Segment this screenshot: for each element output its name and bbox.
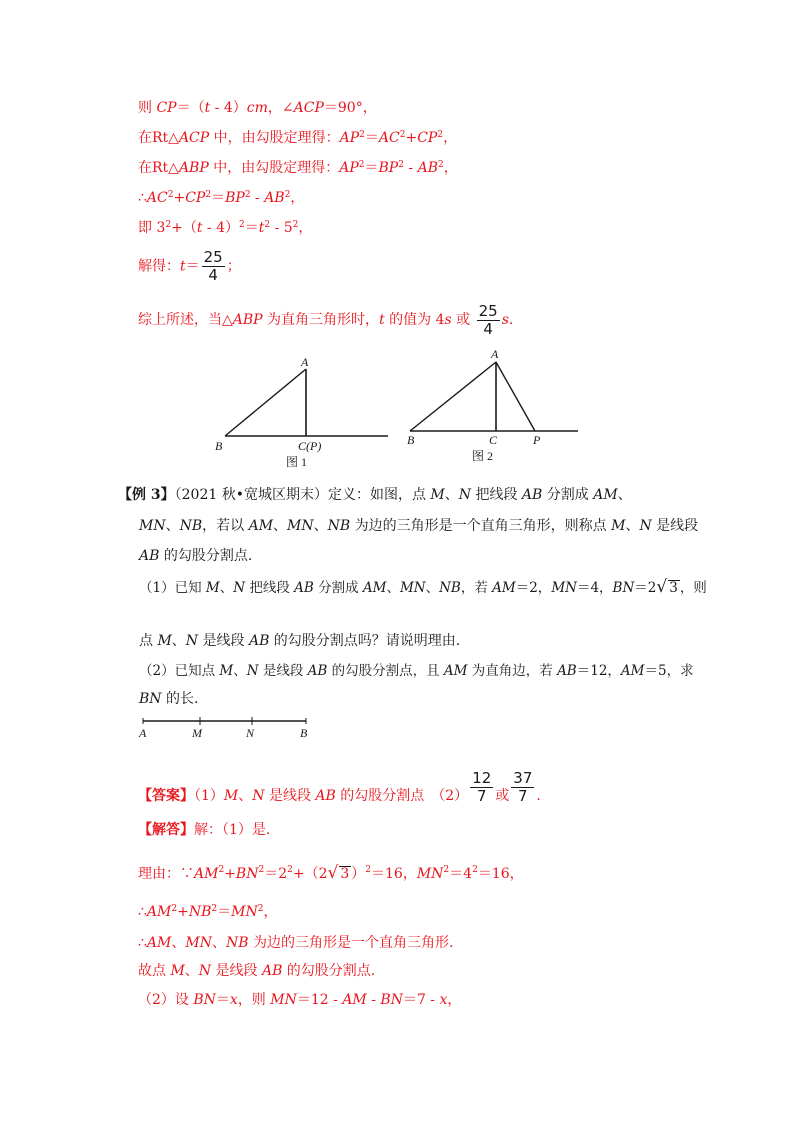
text: 的勾股分割点，且: [327, 663, 444, 679]
text: +（2: [292, 866, 328, 882]
exponent: 2: [358, 160, 365, 170]
text: 、: [617, 487, 632, 503]
text: （2）已知点: [139, 663, 220, 679]
denominator: 7: [518, 787, 528, 805]
var: AC: [378, 130, 400, 146]
var: t: [204, 100, 211, 116]
var: AM: [146, 904, 172, 920]
fraction: [470, 770, 493, 805]
text: （2021 秋•宽城区期末）定义：如图，点: [174, 487, 431, 503]
radical-sign: √: [327, 863, 339, 883]
var: N: [639, 518, 652, 534]
text: ＝90°，: [323, 100, 377, 116]
var: NB: [188, 904, 212, 920]
var: AB: [264, 190, 285, 206]
text: .: [536, 788, 541, 804]
numerator: 25: [203, 248, 223, 266]
text: 在Rt△: [138, 160, 179, 176]
label-cp: C(P): [298, 439, 322, 453]
var: CP: [185, 190, 206, 206]
var: t: [379, 312, 385, 328]
figure-caption: 图 1: [286, 455, 308, 469]
var: BP: [225, 190, 245, 206]
var: AB: [248, 633, 270, 649]
exponent: 2: [211, 904, 218, 914]
text: 的值为 4: [384, 312, 445, 328]
var: AM: [593, 487, 618, 503]
exponent: 2: [287, 865, 293, 875]
var: N: [198, 963, 212, 979]
var: M: [170, 963, 185, 979]
text: 为直角边，若: [467, 663, 558, 679]
var: N: [246, 663, 259, 679]
label-p: P: [533, 433, 541, 447]
text: ∴: [138, 190, 147, 206]
text: 中，由勾股定理得：: [208, 160, 340, 176]
var: BN: [235, 866, 259, 882]
var: M: [219, 663, 234, 679]
exponent: 2: [264, 220, 271, 230]
var: AB: [294, 580, 314, 596]
exponent: 2: [398, 160, 404, 170]
text: 为直角三角形时，: [262, 312, 380, 328]
unit: cm: [246, 100, 268, 116]
question-2: [139, 662, 694, 680]
text: 、: [444, 487, 459, 503]
exponent: 2: [258, 865, 265, 875]
text: ＝2: [634, 580, 657, 596]
analysis-tag: 【解答】: [138, 822, 194, 838]
text: ＝12，: [576, 663, 621, 679]
text: ＝: [244, 220, 259, 236]
exponent: 2: [365, 865, 371, 875]
unit: s: [444, 312, 452, 328]
var: NB: [327, 518, 351, 534]
var: AM: [146, 935, 172, 951]
var: ACP: [293, 100, 324, 116]
text: 为边的三角形是一个直角三角形.: [248, 935, 454, 951]
text: 分割成: [313, 580, 363, 596]
example-tag: 【例 3】: [118, 487, 175, 503]
var: AM: [620, 663, 645, 679]
solution-line-5: [138, 219, 312, 237]
var: x: [439, 992, 448, 1008]
radicand: 3: [340, 866, 350, 882]
text: 、: [625, 518, 640, 534]
text: .: [508, 312, 514, 328]
label-b: B: [215, 439, 223, 453]
var: AM: [342, 992, 367, 1008]
var: M: [205, 580, 220, 596]
analysis-line-6: [138, 991, 461, 1009]
label-b: B: [407, 433, 415, 447]
text: 为边的三角形是一个直角三角形，则称点: [350, 518, 612, 534]
text: ＝16，: [371, 866, 417, 882]
exponent: 2: [165, 220, 172, 230]
text: -: [403, 160, 418, 176]
text: 、: [386, 580, 400, 596]
var: AB: [139, 548, 160, 564]
text: ，: [290, 190, 305, 206]
text: ∴: [138, 904, 147, 920]
var: AB: [417, 160, 438, 176]
solution-line-4: [138, 189, 304, 207]
var: N: [458, 487, 472, 503]
exponent: 2: [399, 130, 406, 140]
text: ，若以: [202, 518, 249, 534]
var: CP: [156, 100, 177, 116]
text: ，: [443, 160, 458, 176]
fraction: [511, 770, 534, 805]
text: 的勾股分割点 （2）: [335, 788, 469, 804]
answer-tag: 【答案】: [138, 788, 194, 804]
var: MN: [287, 518, 314, 534]
var: ACP: [178, 130, 210, 146]
example-line-2: [139, 517, 698, 535]
exponent: 2: [244, 190, 251, 200]
text: 的勾股分割点.: [282, 963, 376, 979]
text: （2）设: [138, 992, 194, 1008]
text: ＝4，: [576, 580, 613, 596]
text: 、: [233, 663, 247, 679]
var: N: [233, 580, 246, 596]
var: AB: [307, 663, 328, 679]
text: ，则: [237, 992, 271, 1008]
text: 或: [495, 788, 510, 804]
text: - 4）: [202, 220, 240, 236]
numerator: 12: [472, 769, 492, 787]
exponent: 2: [284, 190, 291, 200]
text: ∴: [138, 935, 147, 951]
var: MN: [231, 904, 258, 920]
fraction: [202, 249, 225, 284]
exponent: 2: [257, 904, 264, 914]
numerator: 37: [513, 769, 533, 787]
text: 或: [451, 312, 475, 328]
fraction: [477, 303, 500, 338]
denominator: 4: [483, 319, 493, 338]
radicand: 3: [669, 580, 678, 596]
var: BN: [193, 992, 216, 1008]
text: ）: [351, 866, 366, 882]
text: ，: [298, 220, 313, 236]
var: M: [157, 633, 172, 649]
var: AM: [362, 580, 387, 596]
text: 则: [138, 100, 157, 116]
var: t: [196, 220, 203, 236]
example-line-1: [118, 486, 632, 504]
var: AP: [339, 160, 359, 176]
text: +: [405, 130, 418, 146]
exponent: 2: [359, 130, 365, 140]
text: 故点: [138, 963, 171, 979]
text: 把线段: [471, 487, 522, 503]
text: ＝: [215, 992, 230, 1008]
var: BP: [378, 160, 399, 176]
radical-sign: √: [656, 577, 668, 597]
text: ，: [263, 904, 278, 920]
text: ＝: [185, 258, 200, 275]
question-1: [139, 578, 707, 597]
text: ＝2: [264, 866, 288, 882]
var: BN: [612, 580, 635, 596]
numerator: 25: [478, 301, 498, 320]
text: 中，由勾股定理得：: [209, 130, 340, 146]
text: 点: [139, 633, 158, 649]
var: NB: [179, 518, 203, 534]
text: ，∠: [267, 100, 294, 116]
var: AM: [194, 866, 219, 882]
answer-line: [138, 768, 541, 824]
text: ，: [443, 130, 458, 146]
text: +: [224, 866, 236, 882]
exponent: 2: [171, 904, 178, 914]
var: CP: [417, 130, 438, 146]
text: +: [173, 190, 186, 206]
var: AB: [521, 487, 543, 503]
text: ＝5，求: [644, 663, 694, 679]
analysis-line-4: [138, 934, 453, 952]
label-a: A: [301, 355, 309, 369]
var: AP: [339, 130, 360, 146]
text: +: [177, 904, 189, 920]
text: 、: [171, 633, 186, 649]
var: M: [430, 487, 445, 503]
text: ＝16，: [477, 866, 524, 882]
text: 的勾股分割点吗？请说明理由.: [269, 633, 461, 649]
var: N: [252, 788, 265, 804]
analysis-line-3: [138, 903, 277, 921]
text: 解得：: [138, 258, 180, 275]
var: N: [185, 633, 199, 649]
text: 即 3: [138, 220, 166, 236]
var: AB: [315, 788, 336, 804]
var: NB: [225, 935, 249, 951]
text: ＝: [364, 160, 379, 176]
var: AM: [443, 663, 468, 679]
text: +（: [171, 220, 197, 236]
text: ；: [226, 258, 241, 275]
label-a: A: [491, 347, 499, 361]
solution-line-2: [138, 129, 457, 147]
text: 理由：∵: [138, 866, 194, 882]
solution-line-6: [138, 249, 241, 284]
var: AM: [492, 580, 516, 596]
text: 、: [219, 580, 234, 596]
text: ，则: [679, 580, 707, 596]
text: 、: [238, 788, 253, 804]
side-ab: [225, 369, 306, 436]
figure-2: [400, 346, 585, 466]
denominator: 7: [476, 787, 487, 805]
text: 的勾股分割点.: [159, 548, 253, 564]
var: MN: [185, 935, 212, 951]
exponent: 2: [443, 865, 450, 875]
text: （1）: [194, 788, 224, 804]
var: M: [611, 518, 626, 534]
text: -: [366, 992, 381, 1008]
solution-conclusion: [138, 302, 513, 338]
var: AM: [248, 518, 274, 534]
text: 是线段: [264, 788, 316, 804]
label-n: N: [246, 726, 255, 740]
unit: s: [501, 312, 509, 328]
var: BN: [139, 691, 162, 707]
var: AC: [146, 190, 168, 206]
text: ＝12 -: [296, 992, 343, 1008]
text: 在Rt△: [138, 130, 179, 146]
text: ，若: [460, 580, 493, 596]
question-1-continued: [139, 632, 460, 650]
var: x: [229, 992, 238, 1008]
text: ＝7 -: [402, 992, 440, 1008]
question-2-continued: [139, 690, 198, 708]
var: MN: [399, 580, 426, 596]
text: 、: [165, 518, 180, 534]
var: AB: [557, 663, 577, 679]
text: ＝: [211, 190, 226, 206]
analysis-line-2: [138, 864, 524, 883]
side-ab: [410, 362, 496, 431]
text: 、: [425, 580, 440, 596]
figure-1: [200, 352, 400, 474]
text: 的长.: [161, 691, 199, 707]
var: MN: [551, 580, 577, 596]
solution-line-3: [138, 159, 458, 177]
exponent: 2: [205, 190, 212, 200]
text: 分割成: [542, 487, 594, 503]
text: ＝: [364, 130, 379, 146]
var: AB: [261, 963, 283, 979]
var: MN: [139, 518, 166, 534]
text: 、: [273, 518, 288, 534]
text: ＝（: [176, 100, 205, 116]
label-c: C: [489, 433, 498, 447]
denominator: 4: [208, 266, 218, 284]
text: 是线段: [198, 633, 249, 649]
var: ABP: [178, 160, 209, 176]
text: ，: [447, 992, 462, 1008]
text: - 4）: [210, 100, 247, 116]
text: 、: [313, 518, 328, 534]
var: NB: [439, 580, 461, 596]
text: 是线段: [258, 663, 308, 679]
var: MN: [416, 866, 444, 882]
label-b: B: [300, 726, 308, 740]
text: 、: [211, 935, 226, 951]
text: 是线段: [651, 518, 699, 534]
analysis-line-1: [138, 821, 270, 839]
var: ABP: [232, 312, 263, 328]
exponent: 2: [167, 190, 174, 200]
text: 综上所述，当△: [138, 312, 233, 328]
text: ＝: [217, 904, 232, 920]
analysis-line-5: [138, 962, 375, 980]
text: 把线段: [245, 580, 295, 596]
exponent: 2: [218, 865, 225, 875]
text: ＝4: [449, 866, 473, 882]
text: 解：（1）是.: [194, 822, 271, 838]
var: BN: [380, 992, 403, 1008]
example-line-3: [139, 547, 252, 565]
label-m: M: [192, 726, 202, 740]
text: 、: [171, 935, 186, 951]
text: 是线段: [211, 963, 262, 979]
segment-figure: [138, 712, 318, 744]
text: - 5: [270, 220, 293, 236]
text: （1）已知: [139, 580, 206, 596]
label-a: A: [139, 726, 147, 740]
exponent: 2: [292, 220, 299, 230]
text: 、: [184, 963, 199, 979]
var: t: [180, 258, 186, 275]
side-ap: [496, 362, 535, 431]
text: ＝2，: [515, 580, 552, 596]
figure-caption: 图 2: [472, 449, 494, 463]
solution-line-1: [138, 99, 377, 117]
exponent: 2: [239, 220, 245, 230]
var: t: [258, 220, 265, 236]
text: -: [250, 190, 265, 206]
exponent: 2: [437, 130, 444, 140]
exponent: 2: [472, 865, 478, 875]
var: MN: [270, 992, 297, 1008]
var: M: [223, 788, 239, 804]
exponent: 2: [437, 160, 444, 170]
